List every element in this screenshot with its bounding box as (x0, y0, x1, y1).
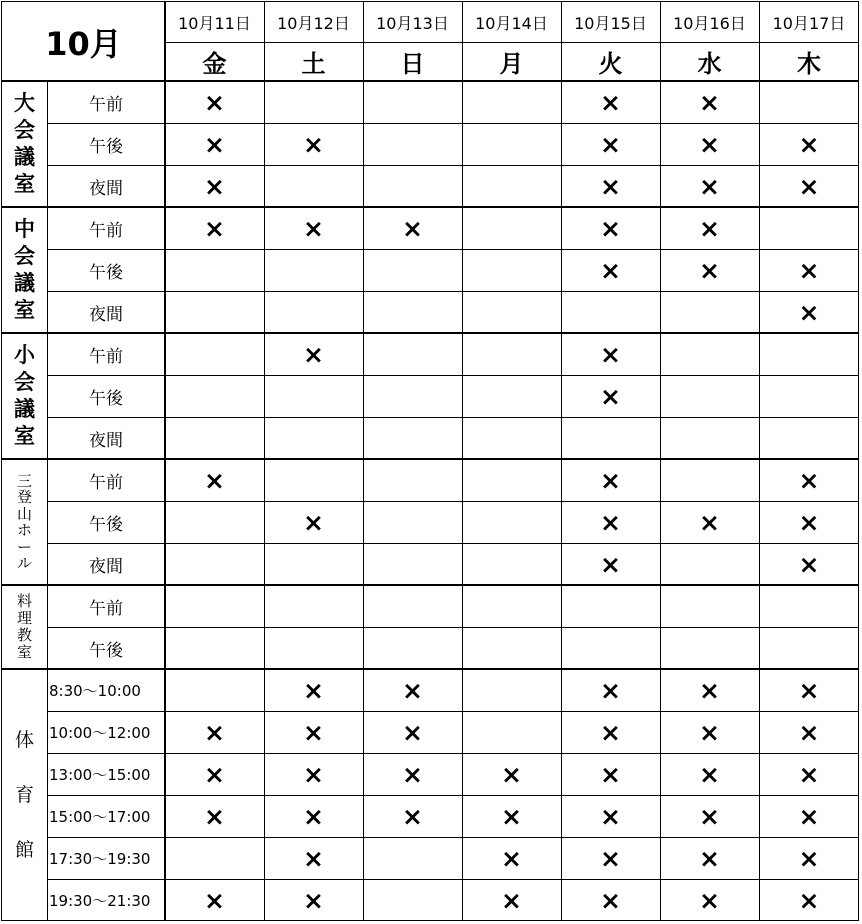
empty-cell (462, 543, 561, 585)
empty-cell (660, 627, 759, 669)
grid-line (462, 1, 463, 921)
room-name-char: 議 (14, 397, 35, 421)
empty-cell (165, 249, 264, 291)
grid-line (2, 584, 859, 586)
empty-cell (363, 81, 462, 123)
room-name-char: 大 (14, 91, 35, 115)
room-name-char: 館 (14, 838, 34, 861)
booked-mark: × (699, 843, 720, 873)
booked-mark: × (699, 717, 720, 747)
booked-mark: × (798, 801, 820, 831)
booked-mark: × (600, 717, 621, 747)
empty-cell (165, 375, 264, 417)
empty-cell (462, 585, 561, 627)
room-name (2, 81, 47, 207)
empty-cell (462, 417, 561, 459)
empty-cell (660, 543, 759, 585)
room-name (2, 459, 47, 585)
booked-mark: × (402, 675, 423, 705)
empty-cell (660, 333, 759, 375)
empty-cell (462, 291, 561, 333)
grid-line (165, 42, 859, 43)
empty-cell (660, 585, 759, 627)
room-name-char: 会 (14, 244, 35, 268)
empty-cell (165, 837, 264, 879)
booked-mark: × (798, 129, 820, 159)
empty-cell (165, 417, 264, 459)
slot-label: 8:30～10:00 (49, 681, 141, 700)
empty-cell (660, 291, 759, 333)
grid-line (561, 1, 562, 921)
room-name-char: 議 (14, 145, 35, 169)
slot-label: 午前 (89, 598, 123, 619)
room-name-char: 登 (16, 488, 32, 506)
room-name-char: 議 (14, 271, 35, 295)
slot-label: 13:00～15:00 (49, 765, 151, 784)
booked-mark: × (204, 129, 225, 159)
empty-cell (759, 207, 859, 249)
empty-cell (759, 417, 859, 459)
booked-mark: × (798, 843, 820, 873)
room-name-char: 教 (16, 626, 32, 644)
slot-label: 午後 (89, 136, 123, 157)
booked-mark: × (600, 381, 621, 411)
slot-label: 15:00～17:00 (49, 807, 151, 826)
booked-mark: × (600, 759, 621, 789)
empty-cell (264, 291, 363, 333)
empty-cell (363, 333, 462, 375)
booked-mark: × (798, 255, 820, 285)
slot-label: 17:30～19:30 (49, 849, 151, 868)
booked-mark: × (600, 339, 621, 369)
empty-cell (462, 669, 561, 711)
empty-cell (363, 123, 462, 165)
booked-mark: × (600, 213, 621, 243)
slot-label: 午前 (89, 472, 123, 493)
booked-mark: × (699, 885, 720, 915)
empty-cell (363, 837, 462, 879)
empty-cell (363, 543, 462, 585)
booked-mark: × (402, 717, 423, 747)
grid-line (2, 1, 859, 2)
grid-line (1, 1, 2, 921)
empty-cell (363, 375, 462, 417)
empty-cell (165, 333, 264, 375)
day-date: 10月14日 (475, 13, 548, 33)
booked-mark: × (303, 129, 324, 159)
booked-mark: × (204, 801, 225, 831)
grid-line (2, 80, 859, 82)
slot-label: 午後 (89, 640, 123, 661)
booked-mark: × (600, 801, 621, 831)
slot-label: 午後 (89, 514, 123, 535)
booked-mark: × (204, 759, 225, 789)
empty-cell (363, 627, 462, 669)
room-name-char: 体 (14, 728, 34, 751)
empty-cell (462, 501, 561, 543)
empty-cell (264, 249, 363, 291)
grid-line (164, 1, 166, 921)
empty-cell (363, 291, 462, 333)
grid-line (264, 1, 265, 921)
day-date: 10月11日 (178, 13, 251, 33)
booked-mark: × (303, 213, 324, 243)
empty-cell (165, 669, 264, 711)
booked-mark: × (600, 885, 621, 915)
booked-mark: × (501, 801, 522, 831)
booked-mark: × (204, 87, 225, 117)
empty-cell (462, 207, 561, 249)
room-name-char: 三 (16, 471, 32, 490)
empty-cell (264, 417, 363, 459)
empty-cell (462, 333, 561, 375)
room-name-char: 室 (14, 424, 35, 448)
booked-mark: × (303, 339, 324, 369)
empty-cell (363, 459, 462, 501)
booked-mark: × (600, 507, 621, 537)
empty-cell (264, 585, 363, 627)
booked-mark: × (798, 717, 820, 747)
empty-cell (264, 81, 363, 123)
booked-mark: × (798, 675, 820, 705)
grid-line (858, 1, 859, 921)
empty-cell (462, 249, 561, 291)
empty-cell (660, 417, 759, 459)
empty-cell (660, 459, 759, 501)
empty-cell (561, 627, 660, 669)
grid-line (2, 920, 859, 921)
booked-mark: × (798, 297, 820, 327)
day-of-week: 月 (499, 50, 524, 78)
booked-mark: × (204, 171, 225, 201)
day-date: 10月16日 (673, 13, 746, 33)
booked-mark: × (204, 717, 225, 747)
booked-mark: × (699, 87, 720, 117)
slot-label: 夜間 (89, 304, 123, 325)
booked-mark: × (501, 885, 522, 915)
room-name-char: 料 (16, 592, 32, 610)
grid-line (2, 206, 859, 208)
booked-mark: × (303, 801, 324, 831)
empty-cell (462, 81, 561, 123)
empty-cell (759, 375, 859, 417)
room-name (2, 585, 47, 669)
booked-mark: × (204, 213, 225, 243)
grid-line (2, 332, 859, 334)
booked-mark: × (798, 549, 820, 579)
empty-cell (264, 165, 363, 207)
slot-label: 午後 (89, 262, 123, 283)
empty-cell (759, 627, 859, 669)
room-name-char: 室 (14, 172, 35, 196)
slot-label: 夜間 (89, 556, 123, 577)
empty-cell (264, 543, 363, 585)
empty-cell (759, 333, 859, 375)
grid-line (2, 668, 859, 670)
empty-cell (264, 627, 363, 669)
room-name (2, 207, 47, 333)
booked-mark: × (699, 171, 720, 201)
booked-mark: × (600, 675, 621, 705)
slot-label: 午後 (89, 388, 123, 409)
empty-cell (759, 81, 859, 123)
booked-mark: × (600, 171, 621, 201)
room-name-char: ホ (16, 521, 32, 539)
slot-label: 午前 (89, 94, 123, 115)
empty-cell (561, 291, 660, 333)
slot-label: 午前 (89, 220, 123, 241)
grid-line (2, 458, 859, 460)
empty-cell (165, 291, 264, 333)
day-date: 10月17日 (772, 13, 846, 33)
room-name-char: ー (16, 537, 32, 556)
slot-label: 夜間 (89, 178, 123, 199)
empty-cell (462, 375, 561, 417)
booked-mark: × (501, 759, 522, 789)
empty-cell (462, 123, 561, 165)
slot-label: 19:30～21:30 (49, 891, 151, 910)
booked-mark: × (402, 213, 423, 243)
day-of-week: 土 (301, 50, 326, 78)
booked-mark: × (798, 759, 820, 789)
booked-mark: × (303, 507, 324, 537)
booked-mark: × (699, 213, 720, 243)
slot-label: 午前 (89, 346, 123, 367)
slot-label: 夜間 (89, 430, 123, 451)
day-date: 10月15日 (574, 13, 647, 33)
day-date: 10月12日 (277, 13, 350, 33)
slot-label: 10:00～12:00 (49, 723, 151, 742)
empty-cell (363, 879, 462, 921)
room-name-char: 理 (16, 609, 32, 627)
booked-mark: × (600, 549, 621, 579)
booked-mark: × (501, 843, 522, 873)
room-name-char: 中 (14, 217, 35, 241)
grid-line (759, 1, 760, 921)
booked-mark: × (303, 843, 324, 873)
booked-mark: × (303, 717, 324, 747)
booked-mark: × (699, 801, 720, 831)
grid-line (660, 1, 661, 921)
booked-mark: × (303, 885, 324, 915)
empty-cell (561, 585, 660, 627)
day-of-week: 木 (797, 50, 821, 78)
booked-mark: × (204, 465, 225, 495)
booked-mark: × (303, 759, 324, 789)
empty-cell (462, 459, 561, 501)
empty-cell (660, 375, 759, 417)
day-of-week: 金 (202, 50, 227, 78)
empty-cell (462, 711, 561, 753)
booked-mark: × (600, 129, 621, 159)
empty-cell (363, 249, 462, 291)
day-of-week: 日 (400, 50, 425, 78)
booked-mark: × (402, 759, 423, 789)
booked-mark: × (699, 255, 720, 285)
empty-cell (264, 459, 363, 501)
grid-line (363, 1, 364, 921)
empty-cell (363, 165, 462, 207)
empty-cell (264, 375, 363, 417)
room-name-char: 小 (14, 343, 35, 367)
booked-mark: × (699, 759, 720, 789)
room-name-char: 室 (14, 298, 35, 322)
booked-mark: × (600, 465, 621, 495)
room-name (2, 669, 47, 921)
booked-mark: × (600, 87, 621, 117)
booked-mark: × (204, 885, 225, 915)
room-name-char: 会 (14, 370, 35, 394)
booked-mark: × (699, 675, 720, 705)
empty-cell (165, 543, 264, 585)
room-name-char: 会 (14, 118, 35, 142)
empty-cell (165, 585, 264, 627)
empty-cell (363, 417, 462, 459)
booked-mark: × (303, 675, 324, 705)
grid-line (47, 81, 48, 921)
booked-mark: × (600, 843, 621, 873)
empty-cell (165, 627, 264, 669)
booked-mark: × (699, 507, 720, 537)
booked-mark: × (798, 885, 820, 915)
booked-mark: × (402, 801, 423, 831)
empty-cell (759, 585, 859, 627)
booked-mark: × (798, 465, 820, 495)
booked-mark: × (798, 507, 820, 537)
day-of-week: 水 (697, 50, 722, 78)
booked-mark: × (699, 129, 720, 159)
booked-mark: × (600, 255, 621, 285)
room-name-char: 山 (16, 504, 32, 523)
room-name-char: ル (16, 554, 32, 572)
room-name-char: 室 (16, 643, 32, 661)
day-of-week: 火 (598, 50, 623, 78)
room-name (2, 333, 47, 459)
room-name-char: 育 (14, 783, 34, 806)
empty-cell (363, 501, 462, 543)
month-title: 10月 (45, 24, 122, 63)
empty-cell (462, 165, 561, 207)
empty-cell (363, 585, 462, 627)
day-date: 10月13日 (376, 13, 449, 33)
empty-cell (462, 627, 561, 669)
empty-cell (561, 417, 660, 459)
empty-cell (165, 501, 264, 543)
booked-mark: × (798, 171, 820, 201)
